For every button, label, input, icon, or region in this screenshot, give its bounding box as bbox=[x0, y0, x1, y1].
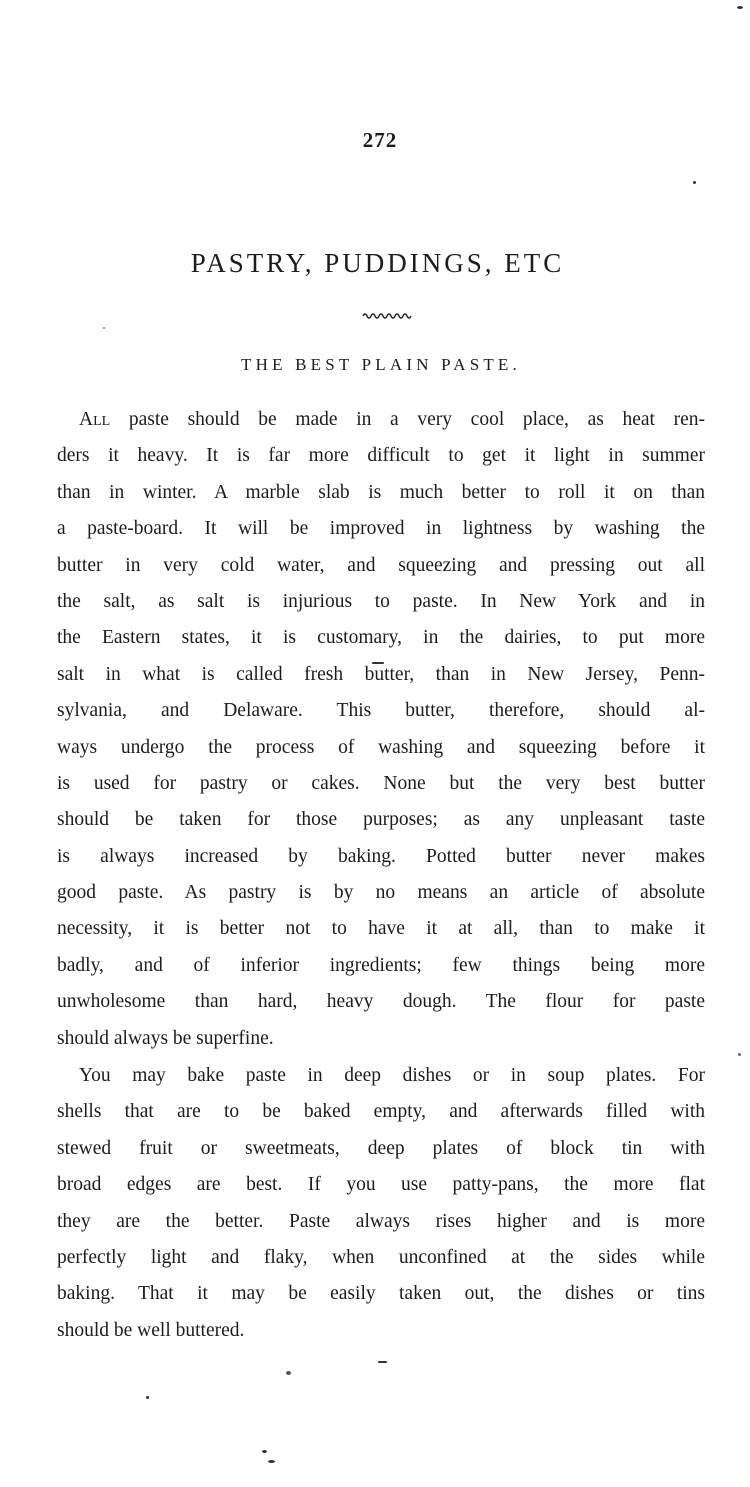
text-line: good paste. As pastry is by no means an article of absolute bbox=[57, 882, 705, 904]
scan-speck bbox=[268, 1460, 275, 1463]
text-line: You may bake paste in deep dishes or in soup plates. For bbox=[79, 1065, 705, 1086]
text-line: should be well buttered. bbox=[57, 1319, 245, 1341]
text-line: is used for pastry or cakes. None but the very best butter bbox=[57, 772, 705, 794]
scan-speck bbox=[693, 181, 696, 184]
text-line: should be taken for those purposes; as any unpleasant taste bbox=[57, 809, 705, 831]
text-line: ders it heavy. It is far more difficult to get it light in summer bbox=[57, 445, 705, 467]
chapter-title: PASTRY, PUDDINGS, ETC bbox=[190, 248, 565, 278]
text-line: perfectly light and flaky, when unconfined at the sides while bbox=[57, 1246, 705, 1268]
text-line: they are the better. Paste always rises higher and is more bbox=[57, 1210, 705, 1232]
text-line: ways undergo the process of washing and squeezing before it bbox=[57, 736, 705, 758]
text-line: the salt, as salt is injurious to paste. In New York and in bbox=[57, 590, 705, 612]
text-line: a paste-board. It will be improved in lightness by washing the bbox=[57, 518, 705, 540]
wavy-rule-ornament bbox=[362, 311, 414, 321]
page-number: 272 bbox=[362, 128, 398, 152]
first-word-small-caps: All bbox=[79, 409, 111, 430]
scan-speck bbox=[372, 662, 384, 664]
text-line-content: paste should be made in a very cool place, as heat ren- bbox=[128, 409, 706, 430]
text-line: stewed fruit or sweetmeats, deep plates of block tin with bbox=[57, 1137, 705, 1159]
text-line: unwholesome than hard, heavy dough. The flour for paste bbox=[57, 991, 705, 1013]
scan-speck bbox=[146, 1396, 149, 1399]
section-title: THE BEST PLAIN PASTE. bbox=[241, 355, 521, 374]
text-line: baking. That it may be easily taken out, the dishes or tins bbox=[57, 1283, 705, 1305]
text-line: is always increased by baking. Potted butter never makes bbox=[57, 845, 705, 867]
text-line: salt in what is called fresh butter, than in New Jersey, Penn- bbox=[57, 663, 705, 685]
text-line: badly, and of inferior ingredients; few things being more bbox=[57, 954, 705, 976]
text-line: butter in very cold water, and squeezing and pressing out all bbox=[57, 554, 705, 576]
scan-speck bbox=[738, 1053, 741, 1056]
scan-speck bbox=[737, 6, 743, 9]
text-line: shells that are to be baked empty, and afterwards filled with bbox=[57, 1101, 705, 1123]
text-line: broad edges are best. If you use patty-pans, the more flat bbox=[57, 1174, 705, 1196]
scan-speck bbox=[262, 1450, 267, 1453]
text-line: the Eastern states, it is customary, in the dairies, to put more bbox=[57, 627, 705, 649]
text-line bbox=[57, 402, 705, 438]
text-line: than in winter. A marble slab is much better to roll it on than bbox=[57, 481, 705, 503]
text-line: necessity, it is better not to have it at all, than to make it bbox=[57, 918, 705, 940]
scan-speck bbox=[378, 1361, 387, 1363]
text-line: should always be superfine. bbox=[57, 1027, 274, 1049]
text-line: sylvania, and Delaware. This butter, therefore, should al- bbox=[57, 700, 705, 722]
scan-speck bbox=[103, 327, 105, 329]
paragraph-2 bbox=[57, 1058, 705, 1349]
paragraph-1 bbox=[57, 402, 705, 1057]
scan-speck bbox=[286, 1371, 291, 1375]
